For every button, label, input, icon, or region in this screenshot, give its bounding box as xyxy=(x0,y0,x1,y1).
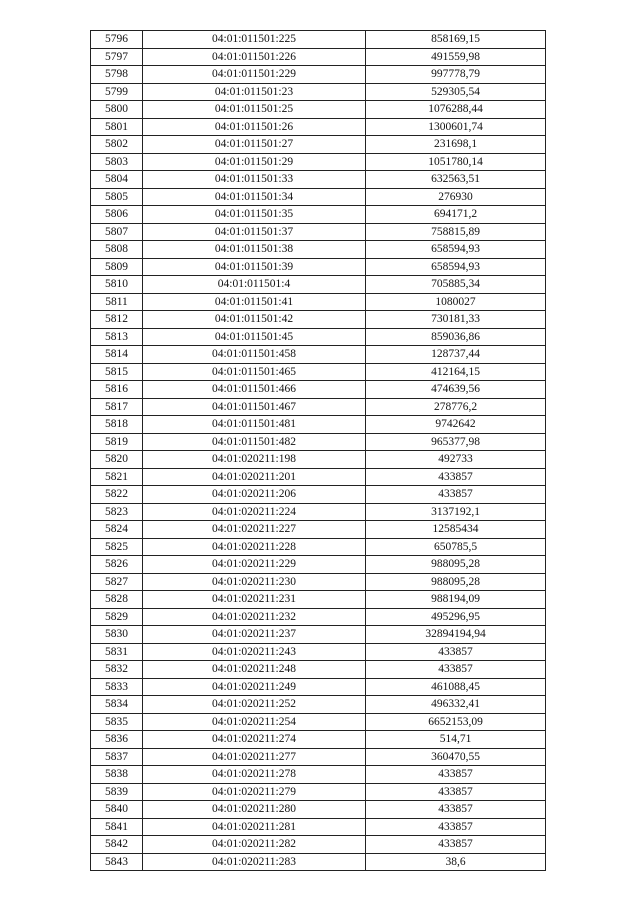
cadastral-number-cell: 04:01:011501:35 xyxy=(143,206,366,224)
cadastral-number-cell: 04:01:020211:201 xyxy=(143,468,366,486)
cadastral-number-cell: 04:01:020211:252 xyxy=(143,696,366,714)
cadastral-number-cell: 04:01:020211:232 xyxy=(143,608,366,626)
cadastral-number-cell: 04:01:011501:226 xyxy=(143,48,366,66)
cadastral-number-cell: 04:01:011501:39 xyxy=(143,258,366,276)
row-number-cell: 5807 xyxy=(91,223,143,241)
value-cell: 730181,33 xyxy=(366,311,546,329)
value-cell: 1051780,14 xyxy=(366,153,546,171)
row-number-cell: 5838 xyxy=(91,766,143,784)
row-number-cell: 5825 xyxy=(91,538,143,556)
value-cell: 658594,93 xyxy=(366,241,546,259)
cadastral-number-cell: 04:01:020211:227 xyxy=(143,521,366,539)
value-cell: 514,71 xyxy=(366,731,546,749)
cadastral-number-cell: 04:01:011501:481 xyxy=(143,416,366,434)
row-number-cell: 5820 xyxy=(91,451,143,469)
value-cell: 433857 xyxy=(366,661,546,679)
table-row xyxy=(91,136,546,154)
cadastral-number-cell: 04:01:020211:282 xyxy=(143,836,366,854)
table-row xyxy=(91,206,546,224)
cadastral-value-table xyxy=(90,30,546,871)
value-cell: 632563,51 xyxy=(366,171,546,189)
value-cell: 988095,28 xyxy=(366,556,546,574)
value-cell: 650785,5 xyxy=(366,538,546,556)
table-row xyxy=(91,451,546,469)
cadastral-number-cell: 04:01:011501:38 xyxy=(143,241,366,259)
cadastral-number-cell: 04:01:011501:465 xyxy=(143,363,366,381)
row-number-cell: 5837 xyxy=(91,748,143,766)
row-number-cell: 5842 xyxy=(91,836,143,854)
table-row xyxy=(91,836,546,854)
table-row xyxy=(91,241,546,259)
row-number-cell: 5828 xyxy=(91,591,143,609)
table-row xyxy=(91,328,546,346)
value-cell: 988095,28 xyxy=(366,573,546,591)
cadastral-number-cell: 04:01:011501:229 xyxy=(143,66,366,84)
cadastral-number-cell: 04:01:011501:458 xyxy=(143,346,366,364)
table-row xyxy=(91,118,546,136)
row-number-cell: 5818 xyxy=(91,416,143,434)
row-number-cell: 5797 xyxy=(91,48,143,66)
row-number-cell: 5804 xyxy=(91,171,143,189)
row-number-cell: 5799 xyxy=(91,83,143,101)
row-number-cell: 5829 xyxy=(91,608,143,626)
table-row xyxy=(91,468,546,486)
value-cell: 12585434 xyxy=(366,521,546,539)
row-number-cell: 5843 xyxy=(91,853,143,871)
value-cell: 278776,2 xyxy=(366,398,546,416)
table-row xyxy=(91,521,546,539)
cadastral-number-cell: 04:01:020211:280 xyxy=(143,801,366,819)
row-number-cell: 5832 xyxy=(91,661,143,679)
table-row xyxy=(91,153,546,171)
cadastral-number-cell: 04:01:020211:237 xyxy=(143,626,366,644)
cadastral-number-cell: 04:01:011501:29 xyxy=(143,153,366,171)
row-number-cell: 5805 xyxy=(91,188,143,206)
value-cell: 997778,79 xyxy=(366,66,546,84)
row-number-cell: 5806 xyxy=(91,206,143,224)
value-cell: 658594,93 xyxy=(366,258,546,276)
value-cell: 32894194,94 xyxy=(366,626,546,644)
value-cell: 433857 xyxy=(366,486,546,504)
table-row xyxy=(91,783,546,801)
row-number-cell: 5800 xyxy=(91,101,143,119)
row-number-cell: 5823 xyxy=(91,503,143,521)
table-row xyxy=(91,591,546,609)
value-cell: 433857 xyxy=(366,468,546,486)
table-row xyxy=(91,643,546,661)
row-number-cell: 5810 xyxy=(91,276,143,294)
cadastral-number-cell: 04:01:020211:206 xyxy=(143,486,366,504)
table-row xyxy=(91,853,546,871)
row-number-cell: 5817 xyxy=(91,398,143,416)
value-cell: 433857 xyxy=(366,783,546,801)
table-row xyxy=(91,171,546,189)
value-cell: 433857 xyxy=(366,766,546,784)
table-row xyxy=(91,801,546,819)
value-cell: 38,6 xyxy=(366,853,546,871)
value-cell: 492733 xyxy=(366,451,546,469)
row-number-cell: 5798 xyxy=(91,66,143,84)
row-number-cell: 5814 xyxy=(91,346,143,364)
value-cell: 1076288,44 xyxy=(366,101,546,119)
value-cell: 988194,09 xyxy=(366,591,546,609)
row-number-cell: 5821 xyxy=(91,468,143,486)
row-number-cell: 5812 xyxy=(91,311,143,329)
table-row xyxy=(91,503,546,521)
value-cell: 433857 xyxy=(366,643,546,661)
row-number-cell: 5815 xyxy=(91,363,143,381)
cadastral-number-cell: 04:01:020211:283 xyxy=(143,853,366,871)
row-number-cell: 5802 xyxy=(91,136,143,154)
row-number-cell: 5819 xyxy=(91,433,143,451)
table-row xyxy=(91,66,546,84)
row-number-cell: 5831 xyxy=(91,643,143,661)
value-cell: 9742642 xyxy=(366,416,546,434)
cadastral-number-cell: 04:01:011501:4 xyxy=(143,276,366,294)
row-number-cell: 5811 xyxy=(91,293,143,311)
value-cell: 433857 xyxy=(366,801,546,819)
cadastral-number-cell: 04:01:020211:277 xyxy=(143,748,366,766)
table-row xyxy=(91,276,546,294)
value-cell: 461088,45 xyxy=(366,678,546,696)
cadastral-number-cell: 04:01:011501:37 xyxy=(143,223,366,241)
value-cell: 1300601,74 xyxy=(366,118,546,136)
table-row xyxy=(91,573,546,591)
cadastral-number-cell: 04:01:020211:274 xyxy=(143,731,366,749)
table-row xyxy=(91,311,546,329)
table-row xyxy=(91,381,546,399)
cadastral-number-cell: 04:01:011501:34 xyxy=(143,188,366,206)
cadastral-number-cell: 04:01:020211:254 xyxy=(143,713,366,731)
cadastral-number-cell: 04:01:011501:26 xyxy=(143,118,366,136)
cadastral-number-cell: 04:01:011501:33 xyxy=(143,171,366,189)
value-cell: 495296,95 xyxy=(366,608,546,626)
cadastral-number-cell: 04:01:011501:482 xyxy=(143,433,366,451)
table-row xyxy=(91,258,546,276)
row-number-cell: 5834 xyxy=(91,696,143,714)
value-cell: 474639,56 xyxy=(366,381,546,399)
value-cell: 491559,98 xyxy=(366,48,546,66)
value-cell: 3137192,1 xyxy=(366,503,546,521)
row-number-cell: 5796 xyxy=(91,31,143,49)
cadastral-number-cell: 04:01:020211:229 xyxy=(143,556,366,574)
cadastral-number-cell: 04:01:020211:278 xyxy=(143,766,366,784)
value-cell: 496332,41 xyxy=(366,696,546,714)
value-cell: 859036,86 xyxy=(366,328,546,346)
cadastral-number-cell: 04:01:020211:279 xyxy=(143,783,366,801)
value-cell: 433857 xyxy=(366,836,546,854)
table-body xyxy=(91,31,546,871)
table-row xyxy=(91,433,546,451)
cadastral-number-cell: 04:01:011501:466 xyxy=(143,381,366,399)
table-row xyxy=(91,731,546,749)
table-row xyxy=(91,293,546,311)
table-row xyxy=(91,416,546,434)
table-row xyxy=(91,398,546,416)
value-cell: 128737,44 xyxy=(366,346,546,364)
cadastral-number-cell: 04:01:011501:467 xyxy=(143,398,366,416)
cadastral-number-cell: 04:01:020211:248 xyxy=(143,661,366,679)
cadastral-number-cell: 04:01:020211:228 xyxy=(143,538,366,556)
table-row xyxy=(91,766,546,784)
row-number-cell: 5803 xyxy=(91,153,143,171)
value-cell: 1080027 xyxy=(366,293,546,311)
value-cell: 529305,54 xyxy=(366,83,546,101)
value-cell: 694171,2 xyxy=(366,206,546,224)
row-number-cell: 5822 xyxy=(91,486,143,504)
row-number-cell: 5841 xyxy=(91,818,143,836)
row-number-cell: 5816 xyxy=(91,381,143,399)
value-cell: 433857 xyxy=(366,818,546,836)
cadastral-number-cell: 04:01:011501:45 xyxy=(143,328,366,346)
row-number-cell: 5824 xyxy=(91,521,143,539)
row-number-cell: 5826 xyxy=(91,556,143,574)
table-row xyxy=(91,48,546,66)
value-cell: 705885,34 xyxy=(366,276,546,294)
value-cell: 858169,15 xyxy=(366,31,546,49)
cadastral-number-cell: 04:01:020211:243 xyxy=(143,643,366,661)
cadastral-number-cell: 04:01:011501:41 xyxy=(143,293,366,311)
table-row xyxy=(91,538,546,556)
table-row xyxy=(91,556,546,574)
table-row xyxy=(91,818,546,836)
row-number-cell: 5830 xyxy=(91,626,143,644)
row-number-cell: 5809 xyxy=(91,258,143,276)
value-cell: 6652153,09 xyxy=(366,713,546,731)
cadastral-number-cell: 04:01:011501:25 xyxy=(143,101,366,119)
row-number-cell: 5836 xyxy=(91,731,143,749)
table-row xyxy=(91,101,546,119)
row-number-cell: 5813 xyxy=(91,328,143,346)
row-number-cell: 5801 xyxy=(91,118,143,136)
table-row xyxy=(91,748,546,766)
cadastral-number-cell: 04:01:020211:249 xyxy=(143,678,366,696)
value-cell: 758815,89 xyxy=(366,223,546,241)
cadastral-number-cell: 04:01:011501:225 xyxy=(143,31,366,49)
table-row xyxy=(91,83,546,101)
value-cell: 276930 xyxy=(366,188,546,206)
table-row xyxy=(91,626,546,644)
table-row xyxy=(91,346,546,364)
value-cell: 412164,15 xyxy=(366,363,546,381)
cadastral-number-cell: 04:01:020211:224 xyxy=(143,503,366,521)
row-number-cell: 5840 xyxy=(91,801,143,819)
row-number-cell: 5808 xyxy=(91,241,143,259)
cadastral-number-cell: 04:01:011501:23 xyxy=(143,83,366,101)
row-number-cell: 5839 xyxy=(91,783,143,801)
value-cell: 965377,98 xyxy=(366,433,546,451)
cadastral-number-cell: 04:01:020211:230 xyxy=(143,573,366,591)
table-row xyxy=(91,486,546,504)
table-row xyxy=(91,31,546,49)
table-row xyxy=(91,223,546,241)
value-cell: 360470,55 xyxy=(366,748,546,766)
cadastral-number-cell: 04:01:020211:231 xyxy=(143,591,366,609)
cadastral-number-cell: 04:01:011501:42 xyxy=(143,311,366,329)
table-row xyxy=(91,696,546,714)
table-row xyxy=(91,713,546,731)
cadastral-number-cell: 04:01:020211:281 xyxy=(143,818,366,836)
table-row xyxy=(91,661,546,679)
table-row xyxy=(91,363,546,381)
row-number-cell: 5835 xyxy=(91,713,143,731)
table-row xyxy=(91,608,546,626)
table-row xyxy=(91,678,546,696)
row-number-cell: 5827 xyxy=(91,573,143,591)
cadastral-number-cell: 04:01:020211:198 xyxy=(143,451,366,469)
table-row xyxy=(91,188,546,206)
value-cell: 231698,1 xyxy=(366,136,546,154)
row-number-cell: 5833 xyxy=(91,678,143,696)
cadastral-number-cell: 04:01:011501:27 xyxy=(143,136,366,154)
